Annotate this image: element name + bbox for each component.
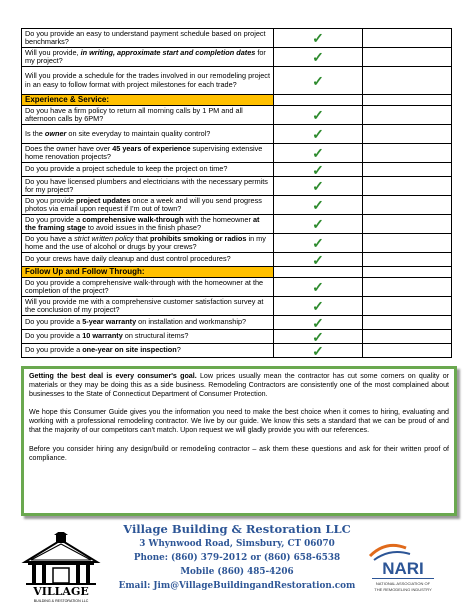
village-logo [20, 532, 102, 604]
nari-logo-sub-2: THE REMODELING INDUSTRY [374, 587, 432, 592]
summary-paragraph-3: Before you consider hiring any design/build or remodeling contractor – ask them these questions and ask for their written proof of compliance. [29, 444, 449, 462]
question-row [22, 125, 452, 144]
section-empty-cell [363, 95, 452, 106]
question-row [22, 48, 452, 67]
empty-answer-cell [363, 278, 452, 297]
checklist-table [21, 28, 452, 358]
empty-answer-cell [363, 297, 452, 316]
question-text: Do you provide a project schedule to keep the project on time? [22, 163, 274, 177]
checkmark-icon: ✓ [274, 234, 363, 253]
section-title: Follow Up and Follow Through: [22, 267, 274, 278]
section-empty-cell [274, 267, 363, 278]
question-text: Does the owner have over 45 years of experience supervising extensive home renovation projects? [22, 144, 274, 163]
empty-answer-cell [363, 67, 452, 95]
empty-answer-cell [363, 48, 452, 67]
question-row [22, 234, 452, 253]
section-header-row [22, 95, 452, 106]
question-text: Do you provide a 10 warranty on structural items? [22, 330, 274, 344]
empty-answer-cell [363, 330, 452, 344]
checkmark-icon: ✓ [274, 177, 363, 196]
nari-logo-name: NARI [382, 559, 424, 578]
question-text: Do you provide a comprehensive walk-through with the homeowner at the framing stage to avoid issues in the finish phase? [22, 215, 274, 234]
question-row [22, 330, 452, 344]
question-row [22, 253, 452, 267]
question-text: Do your crews have daily cleanup and dust control procedures? [22, 253, 274, 267]
checkmark-icon: ✓ [274, 163, 363, 177]
checkmark-icon: ✓ [274, 125, 363, 144]
checkmark-icon: ✓ [274, 316, 363, 330]
question-text: Do you provide a 5-year warranty on installation and workmanship? [22, 316, 274, 330]
empty-answer-cell [363, 234, 452, 253]
question-text: Do you provide a one-year on site inspection? [22, 344, 274, 358]
checkmark-icon: ✓ [274, 106, 363, 125]
nari-logo [366, 538, 440, 596]
footer-contact [112, 522, 362, 593]
question-row [22, 215, 452, 234]
empty-answer-cell [363, 344, 452, 358]
checkmark-icon: ✓ [274, 144, 363, 163]
checkmark-icon: ✓ [274, 253, 363, 267]
empty-answer-cell [363, 163, 452, 177]
section-empty-cell [363, 267, 452, 278]
checkmark-icon: ✓ [274, 196, 363, 215]
empty-answer-cell [363, 144, 452, 163]
empty-answer-cell [363, 177, 452, 196]
checkmark-icon: ✓ [274, 215, 363, 234]
question-text: Will you provide a schedule for the trades involved in our remodeling project in an easy to follow format with project milestones for each trade? [22, 67, 274, 95]
summary-paragraph-2: We hope this Consumer Guide gives you the information you need to make the best choice when it comes to hiring, evaluating and working with a professional remodeling contractor. We live by our guide. We know this sets a standard that we can be proud of and that the majority of our competitors can't match. Upon request we will gladly provide you with our references. [29, 408, 449, 435]
empty-answer-cell [363, 125, 452, 144]
question-row [22, 196, 452, 215]
question-text: Do you provide an easy to understand payment schedule based on project benchmarks? [22, 29, 274, 48]
question-row [22, 29, 452, 48]
empty-answer-cell [363, 215, 452, 234]
question-row [22, 106, 452, 125]
summary-paragraph-1: Getting the best deal is every consumer's goal. Low prices usually mean the contractor has cut some corners on quality or materials or they may be doing this as a side business. Remodeling Contractors are consistently one of the most complained about businesses to the State of Connecticut Department of Consumer Protection. [29, 372, 450, 399]
question-row [22, 316, 452, 330]
company-mobile: Mobile (860) 485-4206 [180, 567, 294, 577]
question-row [22, 67, 452, 95]
company-name: Village Building & Restoration LLC [123, 522, 351, 536]
question-row [22, 344, 452, 358]
village-logo-sub: BUILDING & RESTORATION LLC [33, 599, 89, 603]
question-row [22, 144, 452, 163]
section-empty-cell [274, 95, 363, 106]
section-title: Experience & Service: [22, 95, 274, 106]
question-text: Do you have a firm policy to return all morning calls by 1 PM and all afternoon calls by 6PM? [22, 106, 274, 125]
question-text: Do you provide project updates once a week and will you send progress photos via email upon request if I'm out of town? [22, 196, 274, 215]
checkmark-icon: ✓ [274, 344, 363, 358]
empty-answer-cell [363, 106, 452, 125]
empty-answer-cell [363, 29, 452, 48]
question-text: Do you have licensed plumbers and electricians with the necessary permits for my project? [22, 177, 274, 196]
company-phone: Phone: (860) 379-2012 or (860) 658-6538 [133, 553, 341, 563]
company-email[interactable]: Email: Jim@VillageBuildingandRestoration.com [118, 581, 356, 591]
summary-box [21, 366, 457, 516]
nari-logo-sub-1: NATIONAL ASSOCIATION OF [375, 581, 431, 586]
checkmark-icon: ✓ [274, 48, 363, 67]
checkmark-icon: ✓ [274, 67, 363, 95]
question-row [22, 297, 452, 316]
checkmark-icon: ✓ [274, 29, 363, 48]
company-address: 3 Whynwood Road, Simsbury, CT 06070 [139, 539, 335, 549]
checkmark-icon: ✓ [274, 278, 363, 297]
checkmark-icon: ✓ [274, 330, 363, 344]
question-text: Is the owner on site everyday to maintain quality control? [22, 125, 274, 144]
question-row [22, 163, 452, 177]
question-text: Do you provide a comprehensive walk-through with the homeowner at the completion of the project? [22, 278, 274, 297]
empty-answer-cell [363, 196, 452, 215]
empty-answer-cell [363, 253, 452, 267]
question-row [22, 177, 452, 196]
village-logo-name: VILLAGE [33, 585, 89, 598]
question-text: Will you provide, in writing, approximate start and completion dates for my project? [22, 48, 274, 67]
section-header-row [22, 267, 452, 278]
question-row [22, 278, 452, 297]
question-text: Do you have a strict written policy that prohibits smoking or radios in my home and the use of alcohol or drugs by your crews? [22, 234, 274, 253]
question-text: Will you provide me with a comprehensive customer satisfaction survey at the conclusion of my project? [22, 297, 274, 316]
empty-answer-cell [363, 316, 452, 330]
checkmark-icon: ✓ [274, 297, 363, 316]
